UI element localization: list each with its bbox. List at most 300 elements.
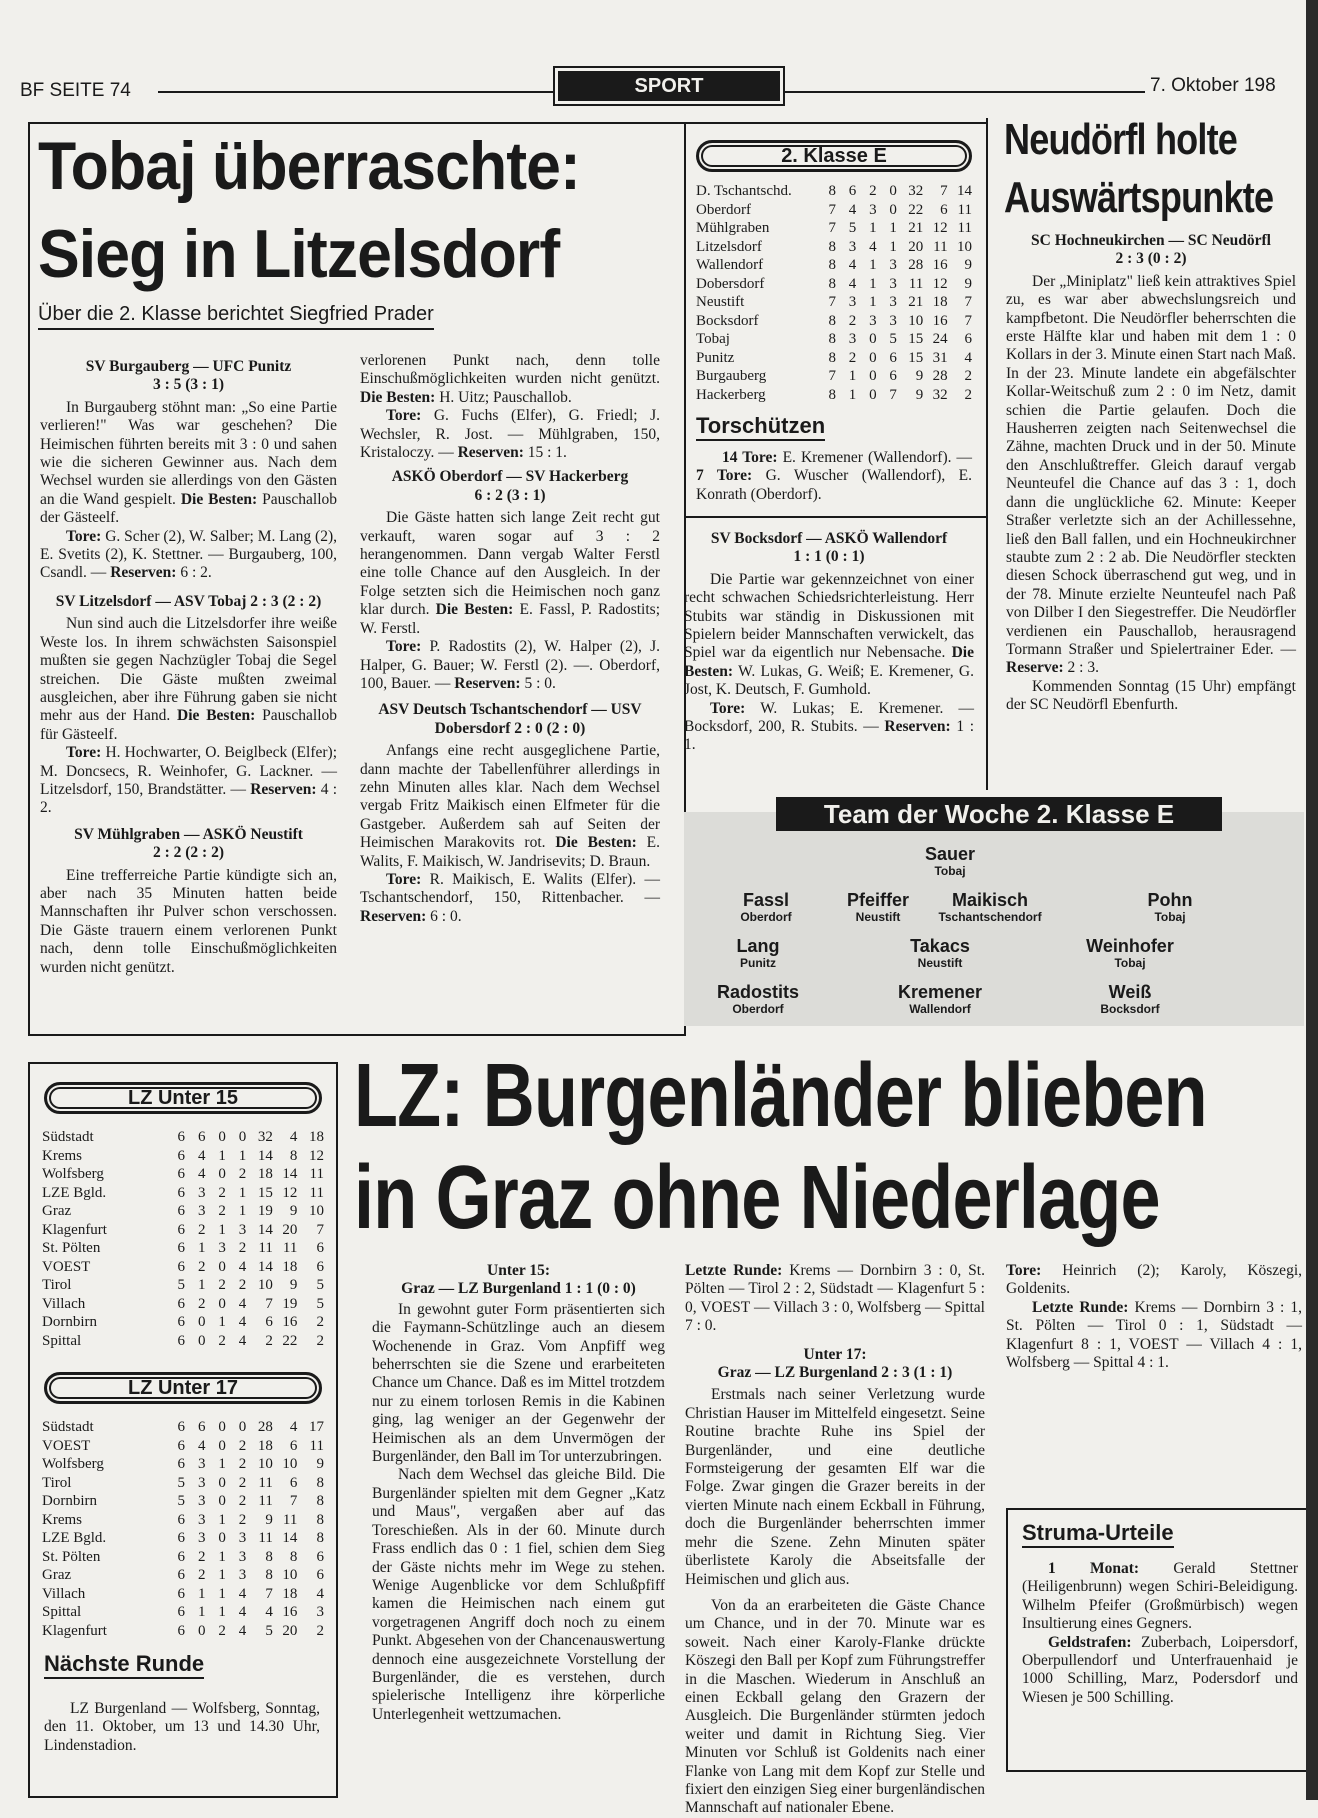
header-rule-left [158, 91, 556, 93]
g2-best: Pauschallob für Gästeelf. [40, 707, 338, 743]
stat-cell: 16 [932, 257, 948, 273]
stat-cell: 10 [257, 1277, 273, 1293]
stat-cell: 1 [218, 1221, 226, 1238]
stat-cell: 2 [218, 1184, 226, 1201]
stat-cell: 32 [932, 386, 948, 403]
stat-cell: 0 [197, 1332, 206, 1349]
stat-cell: 6 [316, 1567, 324, 1583]
stat-cell: 2 [197, 1221, 206, 1238]
stat-cell: 10 [282, 1567, 298, 1583]
stat-cell: 4 [238, 1332, 247, 1349]
neudoerfl-res-label: Reserve: [1006, 659, 1064, 677]
stat-cell: 22 [908, 201, 924, 218]
stat-cell: 3 [889, 275, 897, 292]
stat-cell: 3 [238, 1548, 247, 1565]
team-name: Neustift [696, 294, 745, 310]
stat-cell: 4 [238, 1295, 247, 1312]
u17-text-1: Erstmals nach seiner Verletzung wurde Christian Hauser im Mittelfeld eingesetzt. Seine Routine brachte Ruhe ins Spiel der Burgenländer, und eine deutliche Formsteigerung der gesamten Elf war die Folge. Zwar gingen die Grazer bereits in der vierten Minute nach einem Eckball in Führung, doch die Burgenländer beherrschten immer mehr die Szene. Zehn Minuten später überlistete Karoly die Abseitsfalle der Heimischen und glich aus. [685, 1386, 985, 1588]
g4-tore-label: Tore: [386, 638, 422, 656]
stat-cell: 18 [282, 1258, 298, 1275]
stat-cell: 18 [932, 294, 948, 310]
stat-cell: 3 [869, 201, 877, 218]
stat-cell: 2 [316, 1332, 324, 1349]
standings-row [42, 1276, 324, 1295]
stat-cell: 32 [908, 183, 924, 199]
stat-cell: 7 [889, 386, 897, 403]
scorers-text [696, 449, 972, 504]
stat-cell: 6 [177, 1221, 186, 1238]
bocksdorf-score: 1 : 1 (0 : 1) [793, 548, 865, 566]
neudoerfl-headline-2: Auswärtspunkte [1004, 173, 1274, 222]
g4-title: ASKÖ Oberdorf — SV Hackerberg [391, 468, 629, 486]
stat-cell: 4 [869, 238, 877, 255]
stat-cell: 0 [869, 368, 877, 384]
stat-cell: 6 [964, 331, 972, 347]
stat-cell: 0 [238, 1129, 247, 1145]
stat-cell: 11 [957, 201, 972, 218]
stat-cell: 7 [316, 1221, 324, 1238]
g5-res: 6 : 0. [426, 907, 462, 925]
stat-cell: 8 [316, 1511, 324, 1528]
article1-subhead: Über die 2. Klasse berichtet Siegfried Prader [38, 303, 434, 330]
g2-res-label: Reserven: [250, 780, 317, 798]
bocksdorf-text: Die Partie war gekennzeichnet von einer recht schwachen Schiedsrichterleistung. Herr Stubits war ständig in Diskussionen mit Spielern beider Mannschaften verwickelt, das Spiel war da eigentlich nur Nebensache. [684, 570, 974, 662]
standings-row [696, 293, 972, 312]
stat-cell: 4 [265, 1604, 273, 1620]
stat-cell: 5 [848, 220, 857, 236]
team-name: St. Pölten [42, 1240, 101, 1256]
stat-cell: 2 [964, 368, 972, 384]
stat-cell: 6 [848, 183, 857, 199]
stat-cell: 8 [289, 1147, 298, 1164]
stat-cell: 3 [889, 312, 897, 329]
stat-cell: 4 [238, 1604, 247, 1620]
stat-cell: 14 [257, 1147, 273, 1164]
g2-tore-label: Tore: [66, 744, 102, 762]
stat-cell: 5 [316, 1295, 324, 1312]
team-name: Südstadt [42, 1419, 94, 1435]
stat-cell: 6 [177, 1530, 186, 1546]
struma-l1-label: 1 Monat: [1048, 1560, 1140, 1577]
stat-cell: 2 [238, 1511, 247, 1528]
stat-cell: 1 [238, 1203, 247, 1219]
stat-cell: 1 [218, 1548, 226, 1565]
lz17-table [42, 1418, 324, 1640]
stat-cell: 4 [238, 1314, 247, 1330]
stat-cell: 32 [257, 1129, 273, 1145]
stat-cell: 6 [177, 1548, 186, 1565]
bocksdorf-title: SV Bocksdorf — ASKÖ Wallendorf [710, 530, 948, 547]
stat-cell: 15 [257, 1184, 273, 1201]
stat-cell: 11 [309, 1437, 324, 1454]
bocksdorf-best: W. Lukas, G. Weiß; E. Kremener, G. Jost, K. Deutsch, F. Gumhold. [684, 662, 974, 699]
stat-cell: 2 [238, 1474, 247, 1491]
stat-cell: 0 [889, 183, 897, 199]
article1-headline-1: Tobaj überraschte: [38, 128, 580, 204]
team-name: Tirol [42, 1474, 72, 1491]
stat-cell: 1 [869, 257, 877, 273]
lz15-table [42, 1128, 324, 1350]
g2-text: Nun sind auch die Litzelsdorfer ihre weiße Weste los. In ihrem schwächsten Saisonspiel mußten sie gegen Nachzügler Tobaj die Segel streichen. Die Gäste mußten zweimal ausgleichen, aber ihre Führung gaben sie nicht mehr aus der Hand. [40, 615, 337, 725]
team-name: VOEST [42, 1437, 91, 1454]
bocksdorf-res: 1 : 1. [684, 718, 975, 754]
stat-cell: 1 [869, 294, 877, 310]
standings-row [696, 386, 972, 405]
stat-cell: 28 [908, 257, 924, 273]
stat-cell: 6 [197, 1419, 206, 1435]
standings-row [42, 1239, 324, 1258]
standings-row [42, 1548, 324, 1567]
stat-cell: 0 [238, 1419, 247, 1435]
stat-cell: 8 [289, 1548, 298, 1565]
player-name: Maikisch [951, 890, 1029, 910]
player-name: Weinhofer [1086, 936, 1174, 956]
struma-title: Struma-Urteile [1022, 1520, 1174, 1548]
scorers-title: Torschützen [696, 413, 825, 441]
stat-cell: 8 [316, 1493, 324, 1509]
stat-cell: 2 [238, 1437, 247, 1454]
standings-row [696, 201, 972, 220]
stat-cell: 2 [848, 349, 857, 366]
stat-cell: 0 [218, 1258, 226, 1275]
section-label: SPORT [558, 71, 780, 101]
lz15-title: LZ Unter 15 [44, 1082, 322, 1114]
team-player [711, 890, 821, 924]
stat-cell: 6 [316, 1240, 324, 1256]
next-round-text: LZ Burgenland — Wolfsberg, Sonntag, den 11. Oktober, um 13 und 14.30 Uhr, Lindenstadion. [44, 1700, 320, 1754]
player-name: Weiß [1108, 982, 1152, 1002]
struma-l2: Zuberbach, Loipersdorf, Oberpullendorf und Unterfrauenhaid je 1000 Schilling, Marz, Podersdorf und Wiesen je 500 Schilling. [1022, 1633, 1298, 1706]
stat-cell: 0 [869, 331, 877, 347]
standings-row [42, 1128, 324, 1147]
team-title: Team der Woche 2. Klasse E [776, 797, 1222, 831]
team-name: Krems [42, 1511, 82, 1528]
u15-text-1: In gewohnt guter Form präsentierten sich die Faymann-Schützlinge auch an diesem Wochenende in Graz. Vom Anpfiff weg beherrschten sie die Szene und erarbeiteten Chance um Chance. Daß es im Mittel trotzdem nur zu einem torlosen Remis in die Kabinen ging, lag weniger an der Gegenwehr der Heimischen als an dem Unvermögen der Burgenländer, den Ball im Tor unterzubringen. [372, 1300, 665, 1466]
g5-tore: R. Maikisch, E. Walits (Elfer). — Tschantschendorf, 150, Rittenbacher. — [360, 870, 660, 907]
player-club: Oberdorf [740, 910, 792, 924]
stat-cell: 8 [828, 349, 837, 366]
stat-cell: 1 [197, 1604, 206, 1620]
stat-cell: 2 [316, 1622, 324, 1639]
stat-cell: 7 [289, 1493, 298, 1509]
stat-cell: 2 [869, 183, 877, 199]
standings-row [42, 1529, 324, 1548]
stat-cell: 2 [964, 386, 972, 403]
stat-cell: 6 [177, 1585, 186, 1602]
standings-row [42, 1566, 324, 1585]
stat-cell: 3 [197, 1184, 206, 1201]
g1-score: 3 : 5 (3 : 1) [152, 376, 225, 394]
team-player [885, 936, 995, 970]
stat-cell: 2 [218, 1203, 226, 1219]
team-player [703, 936, 813, 970]
stat-cell: 4 [964, 349, 972, 366]
stat-cell: 6 [177, 1295, 186, 1312]
stat-cell: 7 [828, 368, 837, 384]
player-club: Tobaj [934, 864, 966, 878]
neudoerfl-text: Der „Miniplatz" ließ kein attraktives Spiel zu, es war aber abwechslungsreich und kampfbetont. Die Neudörfler beherrschten die erste Hälfte klar und haben mit dem 1 : 0 Kollars in der 3. Minute einen Start nach Maß. In der 23. Minute landete ein abgefälschter Kollar-Weitschuß zum 2 : 0 im Netz, damit schien die Partie gelaufen. Doch die Hausherren zeigten nach Seitenwechsel die Zähne, machten Druck und in der 50. Minute den Anschlußtreffer. Gleich darauf vergab Neunteufel die Chance auf das 3 : 1, doch dann die unglückliche 62. Minute: Keeper Straßer verletzte sich an der Achillessehne, ließ den Ball fallen, und ein Hochneukirchner staubte zum 2 : 2 ab. Die Neudörfler steckten diesen Schock überraschend gut weg, und in der 78. Minute erzielte Neunteufel nach Paß von Dilber I den Siegestreffer. Die Neudörfler verdienen ein Pauschallob, herausragend Tormann Straßer und Spielertrainer Eder. — [1006, 272, 1296, 658]
stat-cell: 3 [238, 1530, 247, 1546]
stat-cell: 6 [197, 1129, 206, 1145]
stat-cell: 9 [289, 1203, 298, 1219]
stat-cell: 3 [197, 1493, 206, 1509]
stat-cell: 11 [258, 1530, 273, 1546]
stat-cell: 2 [316, 1314, 324, 1330]
team-name: Krems [42, 1147, 82, 1164]
stat-cell: 3 [316, 1604, 324, 1620]
stat-cell: 1 [197, 1240, 206, 1256]
stat-cell: 1 [869, 220, 877, 236]
neudoerfl-res: 2 : 3. [1063, 659, 1099, 677]
stat-cell: 1 [218, 1567, 226, 1583]
g2-tore: H. Hochwarter, O. Beiglbeck (Elfer); M. Doncsecs, R. Weinhofer, G. Lackner. — Litzelsdorf, 150, Brandstätter. — [40, 744, 337, 798]
stat-cell: 9 [289, 1277, 298, 1293]
g3-title: SV Mühlgraben — ASKÖ Neustift [74, 825, 303, 843]
bocksdorf-res-label: Reserven: [884, 718, 951, 736]
stat-cell: 10 [957, 238, 972, 255]
standings-row [42, 1511, 324, 1530]
team-name: Hackerberg [696, 386, 766, 403]
team-name: Klagenfurt [42, 1221, 107, 1238]
stat-cell: 6 [177, 1332, 186, 1349]
u15-text-2: Nach dem Wechsel das gleiche Bild. Die Burgenländer spielten mit dem Gegner „Katz und Maus", vergaßen aber auf das Toreschießen. Als in der 60. Minute durch Frass endlich das 0 : 1 fiel, schien dem Sieg der Gäste nichts mehr im Wege zu stehen. Wenige Augenblicke vor dem Schlußpfiff kamen die Heimischen nach einem gut vorgetragenen Angriff doch noch zu einem Punkt. Abgesehen von der Chancenauswertung dennoch eine ausgezeichnete Vorstellung der Burgenländer, die es verstehen, durch spielerische Intelligenz ihre körperliche Unterlegenheit wettzumachen. [372, 1466, 665, 1723]
standings-row [42, 1474, 324, 1493]
g3-res-label: Reserven: [457, 444, 524, 462]
team-name: Wolfsberg [42, 1456, 104, 1472]
stat-cell: 10 [257, 1456, 273, 1472]
stat-cell: 6 [316, 1548, 324, 1565]
stat-cell: 11 [282, 1511, 298, 1528]
standings-row [42, 1603, 324, 1622]
stat-cell: 15 [908, 349, 924, 366]
team-player [1115, 890, 1225, 924]
stat-cell: 4 [197, 1166, 206, 1182]
stat-cell: 6 [289, 1474, 298, 1491]
standings-row [42, 1313, 324, 1332]
standings-row [696, 275, 972, 294]
stat-cell: 0 [218, 1295, 226, 1312]
stat-cell: 20 [908, 238, 924, 255]
g5-tore-label: Tore: [386, 870, 422, 888]
stat-cell: 3 [197, 1511, 206, 1528]
g1-title: SV Burgauberg — UFC Punitz [85, 358, 292, 375]
stat-cell: 9 [964, 257, 972, 273]
page-edge [1306, 0, 1318, 1800]
g1-tore: G. Scher (2), W. Salber; M. Lang (2), E. Svetits (2), K. Stettner. — Burgauberg, 100, Csandl. — [40, 527, 337, 582]
stat-cell: 16 [932, 312, 948, 329]
stat-cell: 18 [282, 1585, 298, 1602]
stat-cell: 16 [282, 1314, 298, 1330]
u15-last-label: Letzte Runde: [685, 1262, 783, 1279]
team-name: D. Tschantschd. [696, 183, 792, 199]
stat-cell: 10 [282, 1456, 298, 1472]
struma-l2-label: Geldstrafen: [1048, 1633, 1132, 1651]
neudoerfl-title: SC Hochneukirchen — SC Neudörfl [1031, 232, 1271, 249]
struma-l1: Gerald Stettner (Heiligenbrunn) wegen Schiri-Beleidigung. Wilhelm Pfeifer (Großmürbisch) wegen Insultierung eines Gegners. [1022, 1560, 1298, 1633]
header-rule-right [785, 91, 1145, 93]
stat-cell: 8 [316, 1474, 324, 1491]
team-name: Mühlgraben [696, 220, 770, 236]
stat-cell: 7 [265, 1295, 273, 1312]
stat-cell: 9 [316, 1456, 324, 1472]
stat-cell: 2 [218, 1277, 226, 1293]
stat-cell: 4 [197, 1437, 206, 1454]
standings-row [42, 1147, 324, 1166]
g1-best-label: Die Besten: [180, 490, 258, 508]
stat-cell: 3 [238, 1567, 247, 1583]
article1-headline-2: Sieg in Litzelsdorf [38, 216, 560, 292]
u17-last-label: Letzte Runde: [1032, 1298, 1129, 1316]
stat-cell: 11 [309, 1184, 324, 1201]
stat-cell: 7 [964, 312, 972, 329]
standings-row [42, 1202, 324, 1221]
stat-cell: 0 [869, 349, 877, 366]
g3-tore-label: Tore: [386, 407, 422, 425]
stat-cell: 5 [177, 1474, 186, 1491]
stat-cell: 1 [218, 1604, 226, 1620]
stat-cell: 0 [218, 1166, 226, 1182]
neudoerfl-divider [986, 118, 988, 790]
u17-tore: Heinrich (2); Karoly, Köszegi, Goldenits. [1006, 1262, 1302, 1298]
stat-cell: 6 [177, 1203, 186, 1219]
team-name: Dobersdorf [696, 275, 765, 292]
stat-cell: 12 [932, 275, 948, 292]
g4-res: 5 : 0. [520, 674, 556, 692]
scorers-7-text: G. Wuscher (Wallendorf), E. Konrath (Oberdorf). [696, 467, 972, 503]
stat-cell: 1 [889, 220, 897, 236]
g2-best-label: Die Besten: [177, 707, 256, 725]
stat-cell: 6 [889, 368, 897, 384]
standings-row [42, 1455, 324, 1474]
player-club: Neustift [855, 910, 901, 924]
stat-cell: 24 [932, 331, 948, 347]
player-club: Tobaj [1154, 910, 1186, 924]
stat-cell: 19 [282, 1295, 298, 1312]
stat-cell: 11 [258, 1240, 273, 1256]
stat-cell: 16 [282, 1604, 298, 1620]
stat-cell: 1 [218, 1147, 226, 1164]
g5-best: E. Walits, F. Maikisch, W. Jandrisevits; D. Braun. [360, 834, 661, 870]
stat-cell: 2 [238, 1240, 247, 1256]
page-label: BF SEITE 74 [20, 80, 131, 101]
stat-cell: 8 [828, 386, 837, 403]
stat-cell: 2 [197, 1258, 206, 1275]
team-player [885, 982, 995, 1016]
g2-title: SV Litzelsdorf — ASV Tobaj 2 : 3 (2 : 2) [55, 592, 322, 610]
team-name: Spittal [42, 1604, 82, 1620]
stat-cell: 0 [218, 1530, 226, 1546]
g5-text: Anfangs eine recht ausgeglichene Partie, dann machte der Tabellenführer allerdings in zehn Minuten alles klar. Nach dem Wechsel vergab Fritz Maikisch einen Elfmeter für die Gastgeber. Außerdem sah auf Seiten der Heimischen Marakovits rot. [360, 742, 660, 852]
stat-cell: 8 [828, 183, 837, 199]
stat-cell: 8 [828, 331, 837, 347]
player-club: Oberdorf [732, 1002, 784, 1016]
stat-cell: 11 [258, 1493, 273, 1509]
stat-cell: 8 [316, 1530, 324, 1546]
stat-cell: 7 [828, 294, 837, 310]
stat-cell: 0 [197, 1314, 206, 1330]
team-name: Tirol [42, 1277, 72, 1293]
stat-cell: 1 [197, 1277, 206, 1293]
stat-cell: 4 [238, 1622, 247, 1639]
stat-cell: 6 [177, 1456, 186, 1472]
stat-cell: 14 [957, 183, 972, 199]
stat-cell: 6 [316, 1258, 324, 1275]
stat-cell: 1 [197, 1585, 206, 1602]
stat-cell: 5 [265, 1622, 273, 1639]
u17-last: Krems — Dornbirn 3 : 1, St. Pölten — Tirol 0 : 1, Südstadt — Klagenfurt 8 : 1, VOEST — Villach 4 : 1, Wolfsberg — Spittal 4 : 1. [1006, 1298, 1302, 1372]
team-name: LZE Bgld. [42, 1184, 107, 1201]
stat-cell: 15 [908, 331, 924, 347]
stat-cell: 8 [265, 1548, 273, 1565]
stat-cell: 6 [177, 1314, 186, 1330]
player-name: Sauer [924, 844, 976, 864]
team-player [703, 982, 813, 1016]
stat-cell: 10 [309, 1203, 324, 1219]
standings-row [696, 330, 972, 349]
lz-headline-2: in Graz ohne Niederlage [354, 1148, 1160, 1248]
stat-cell: 6 [177, 1258, 186, 1275]
stat-cell: 20 [282, 1221, 298, 1238]
stat-cell: 0 [218, 1129, 226, 1145]
stat-cell: 6 [177, 1166, 186, 1182]
player-club: Tobaj [1114, 956, 1146, 970]
g4-score: 6 : 2 (3 : 1) [474, 486, 546, 504]
g4-best-label: Die Besten: [435, 601, 514, 619]
stat-cell: 2 [265, 1332, 273, 1349]
stat-cell: 4 [848, 275, 857, 292]
bocksdorf-tore: W. Lukas; E. Kremener. — Bocksdorf, 200, R. Stubits. — [684, 699, 974, 736]
standings-row [42, 1585, 324, 1604]
player-name: Radostits [716, 982, 799, 1002]
stat-cell: 8 [828, 312, 837, 329]
stat-cell: 2 [238, 1277, 247, 1293]
stat-cell: 28 [932, 368, 948, 384]
stat-cell: 6 [177, 1567, 186, 1583]
team-name: St. Pölten [42, 1548, 101, 1565]
scorers-14-text: E. Kremener (Wallendorf). — [777, 449, 972, 466]
stat-cell: 7 [828, 201, 837, 218]
stat-cell: 11 [933, 238, 948, 255]
stat-cell: 2 [197, 1567, 206, 1583]
stat-cell: 0 [197, 1622, 206, 1639]
stat-cell: 8 [828, 275, 837, 292]
u15-last: Krems — Dornbirn 3 : 0, St. Pölten — Tirol 2 : 2, Südstadt — Klagenfurt 5 : 0, VOEST — Villach 3 : 0, Wolfsberg — Spittal 7 : 0. [685, 1262, 985, 1335]
stat-cell: 8 [828, 257, 837, 273]
player-club: Tschantschendorf [938, 910, 1042, 924]
stat-cell: 5 [177, 1277, 186, 1293]
team-name: LZE Bgld. [42, 1530, 107, 1546]
u17-text-2: Von da an erarbeiteten die Gäste Chance um Chance, und in der 70. Minute war es soweit. Nach einer Karoly-Flanke drückte Köszegi den Ball per Kopf zum Führungstreffer in die Maschen. Wiederum in Anschluß an einen Eckball gelang den Grazern der Ausgleich. Die Burgenländer stürmten jedoch weiter und damit in Richtung Sieg. Vier Minuten vor Schluß ist Goldenits nach einer Flanke von Lang mit dem Kopf zur Stelle und fixiert den einzigen Sieg einer burgenländischen Mannschaft auf nationaler Ebene. [685, 1596, 985, 1817]
stat-cell: 11 [957, 220, 972, 236]
g4-text: Die Gäste hatten sich lange Zeit recht gut verkauft, waren sogar auf 3 : 2 herangenommen. Dann vergab Walter Ferstl eine tolle Chance auf den Ausgleich. In der Folge setzten sich die Heimischen noch ganz klar durch. [360, 509, 660, 619]
stat-cell: 0 [218, 1419, 226, 1435]
stat-cell: 3 [889, 294, 897, 310]
stat-cell: 8 [265, 1567, 273, 1583]
standings-row [42, 1332, 324, 1351]
team-name: Villach [42, 1295, 86, 1312]
g1-text: In Burgauberg stöhnt man: „So eine Partie verlieren!" Was war geschehen? Die Heimischen führten bereits mit 3 : 0 und sahen wie die sicheren Gewinner aus. Nach dem Wechsel wurden sie allerdings von den Gästen an die Wand gespielt. [40, 398, 337, 508]
article1-col1 [40, 352, 337, 977]
player-name: Kremener [897, 982, 983, 1002]
g4-tore: P. Radostits (2), W. Halper (2), J. Halper, G. Bauer; W. Ferstl (2). —. Oberdorf, 100, Bauer. — [360, 638, 660, 692]
klasse-e-title: 2. Klasse E [696, 140, 972, 172]
team-name: Wallendorf [696, 257, 764, 273]
player-club: Bocksdorf [1100, 1002, 1160, 1016]
team-name: VOEST [42, 1258, 91, 1275]
stat-cell: 11 [908, 275, 924, 292]
standings-row [42, 1258, 324, 1277]
player-club: Wallendorf [909, 1002, 971, 1016]
